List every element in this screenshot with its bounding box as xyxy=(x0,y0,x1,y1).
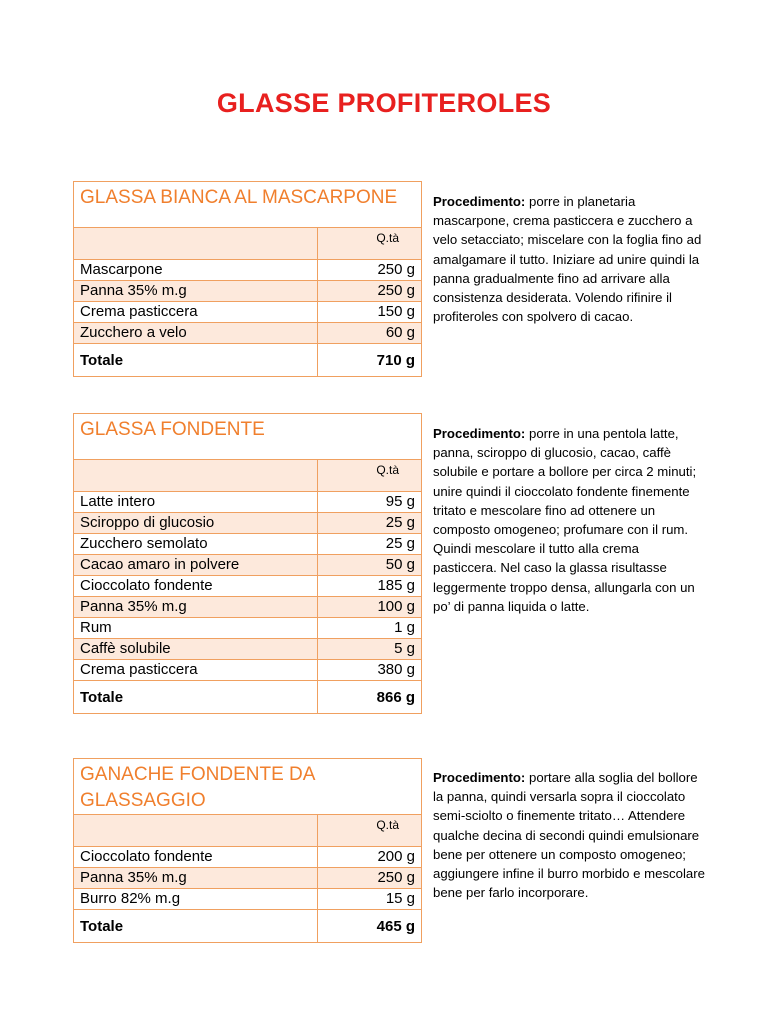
total-value: 866 g xyxy=(318,681,422,714)
procedure-text xyxy=(433,424,705,616)
procedure-text xyxy=(433,768,705,902)
procedure-body: porre in planetaria mascarpone, crema pasticcera e zucchero a velo setacciato; miscelare con la foglia fino ad amalgamare il tutto. Iniziare ad unire quindi la panna gradualmente fino ad arrivare alla consistenza desiderata. Volendo rifinire il profiteroles con spolvero di cacao. xyxy=(433,194,702,325)
ingredient-qty: 25 g xyxy=(318,534,422,555)
total-label: Totale xyxy=(74,910,318,943)
procedure-label: Procedimento: xyxy=(433,770,526,785)
ingredient-name: Zucchero a velo xyxy=(74,323,318,344)
ingredient-qty: 250 g xyxy=(318,281,422,302)
ingredient-qty: 15 g xyxy=(318,889,422,910)
ingredient-name: Panna 35% m.g xyxy=(74,281,318,302)
ingredient-qty: 60 g xyxy=(318,323,422,344)
procedure-label: Procedimento: xyxy=(433,194,526,209)
ingredient-name: Latte intero xyxy=(74,492,318,513)
ingredient-name: Cacao amaro in polvere xyxy=(74,555,318,576)
total-value: 710 g xyxy=(318,344,422,377)
ingredient-name: Cioccolato fondente xyxy=(74,847,318,868)
ingredient-qty: 1 g xyxy=(318,618,422,639)
ingredient-qty: 380 g xyxy=(318,660,422,681)
ingredient-name: Crema pasticcera xyxy=(74,660,318,681)
ingredient-name: Cioccolato fondente xyxy=(74,576,318,597)
ingredient-name: Panna 35% m.g xyxy=(74,868,318,889)
recipe-title: GLASSA FONDENTE xyxy=(74,414,422,460)
ingredient-name: Mascarpone xyxy=(74,260,318,281)
total-label: Totale xyxy=(74,344,318,377)
qty-column-header: Q.tà xyxy=(318,460,422,492)
ingredient-qty: 25 g xyxy=(318,513,422,534)
ingredient-qty: 95 g xyxy=(318,492,422,513)
ingredient-qty: 200 g xyxy=(318,847,422,868)
ingredient-qty: 250 g xyxy=(318,868,422,889)
ingredient-name: Zucchero semolato xyxy=(74,534,318,555)
ingredient-name: Crema pasticcera xyxy=(74,302,318,323)
procedure-text xyxy=(433,192,705,326)
qty-column-header: Q.tà xyxy=(318,228,422,260)
ingredient-qty: 100 g xyxy=(318,597,422,618)
ingredient-qty: 185 g xyxy=(318,576,422,597)
procedure-body: portare alla soglia del bollore la panna, quindi versarla sopra il cioccolato semi-sciolto o finemente tritato… Attendere qualche decina di secondi quindi emulsionare bene per ottenere un composto omogeneo; aggiungere infine il burro morbido e mescolare bene per farlo incorporare. xyxy=(433,770,705,901)
ingredient-qty: 50 g xyxy=(318,555,422,576)
recipe-table-glassa-bianca xyxy=(73,181,422,377)
recipe-title: GLASSA BIANCA AL MASCARPONE xyxy=(74,182,422,228)
ingredient-name: Burro 82% m.g xyxy=(74,889,318,910)
recipe-title: GANACHE FONDENTE DA GLASSAGGIO xyxy=(74,759,422,815)
ingredient-name: Caffè solubile xyxy=(74,639,318,660)
page-title: GLASSE PROFITEROLES xyxy=(216,88,552,118)
procedure-label: Procedimento: xyxy=(433,426,526,441)
ingredient-name: Sciroppo di glucosio xyxy=(74,513,318,534)
total-label: Totale xyxy=(74,681,318,714)
qty-column-header: Q.tà xyxy=(318,815,422,847)
ingredient-name: Rum xyxy=(74,618,318,639)
ingredient-qty: 5 g xyxy=(318,639,422,660)
recipe-table-glassa-fondente xyxy=(73,413,422,714)
total-value: 465 g xyxy=(318,910,422,943)
ingredient-qty: 150 g xyxy=(318,302,422,323)
ingredient-qty: 250 g xyxy=(318,260,422,281)
ingredient-name: Panna 35% m.g xyxy=(74,597,318,618)
procedure-body: porre in una pentola latte, panna, sciroppo di glucosio, cacao, caffè solubile e portare a bollore per circa 2 minuti; unire quindi il cioccolato fondente finemente tritato e mescolare fino ad ottenere un composto omogeneo; profumare con il rum. Quindi mescolare il tutto alla crema pasticcera. Nel caso la glassa risultasse leggermente troppo densa, allungarla con un po’ di panna liquida o latte. xyxy=(433,426,697,614)
recipe-table-ganache xyxy=(73,758,422,943)
